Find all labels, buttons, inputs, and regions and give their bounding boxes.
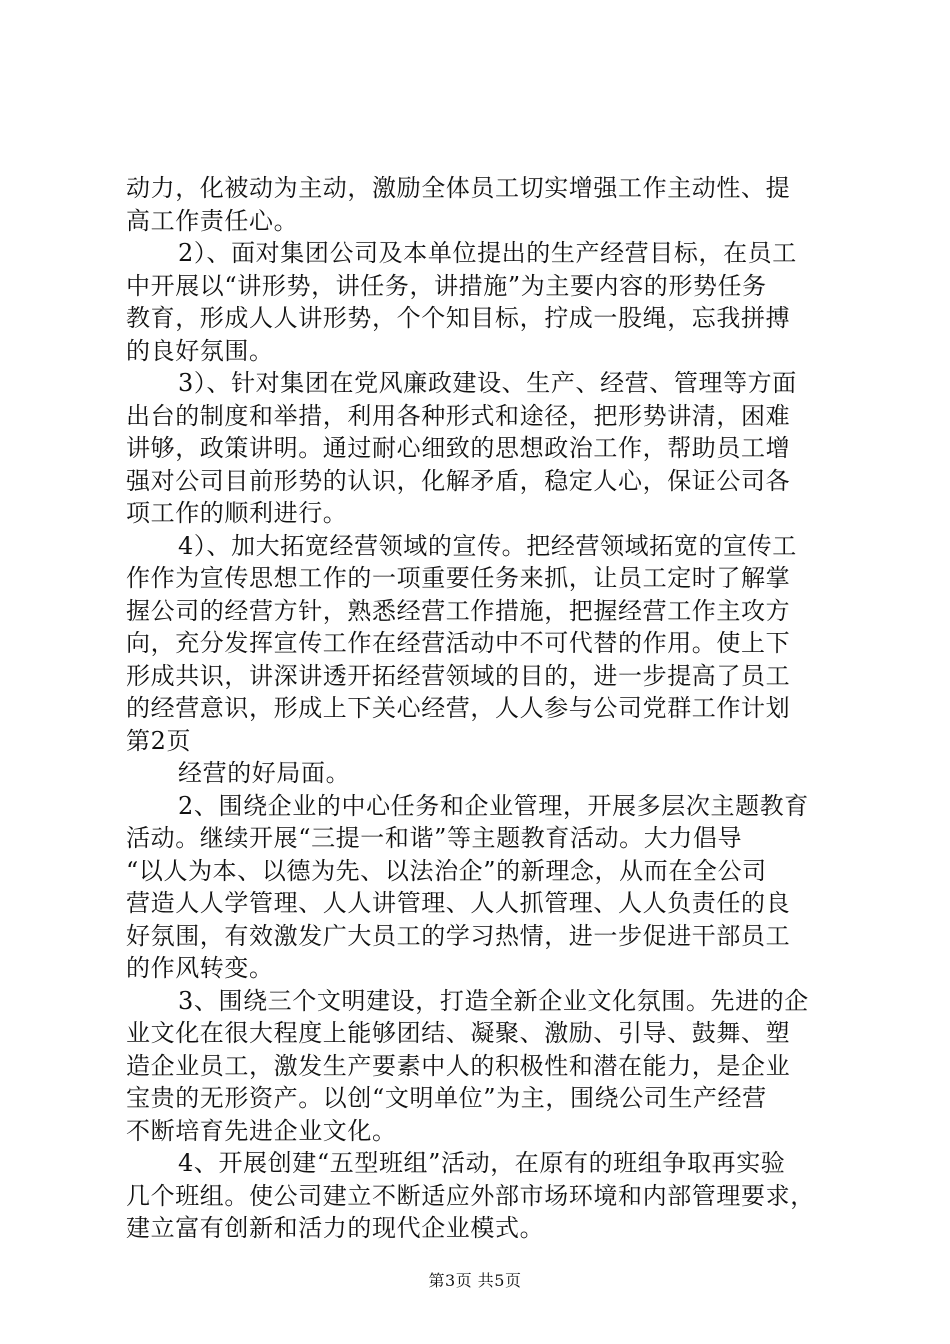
text-line: 项工作的顺利进行。 — [126, 499, 348, 527]
text-line: 3、围绕三个文明建设，打造全新企业文化氛围。先进的企 — [178, 986, 809, 1015]
text-line: 向，充分发挥宣传工作在经营活动中不可代替的作用。使上下 — [126, 629, 791, 657]
text-line: 3）、针对集团在党风廉政建设、生产、经营、管理等方面 — [178, 369, 797, 397]
text-line: 4）、加大拓宽经营领域的宣传。把经营领域拓宽的宣传工 — [178, 531, 797, 560]
text-line: 宝贵的无形资产。以创“文明单位”为主，围绕公司生产经营 — [126, 1084, 767, 1112]
text-line: 高工作责任心。 — [126, 206, 299, 235]
text-line: 中开展以“讲形势，讲任务，讲措施”为主要内容的形势任务 — [126, 271, 767, 300]
text-line: 出台的制度和举措，利用各种形式和途径，把形势讲清，困难 — [126, 401, 791, 430]
text-line: 造企业员工，激发生产要素中人的积极性和潜在能力，是企业 — [126, 1051, 791, 1080]
text-line: 营造人人学管理、人人讲管理、人人抓管理、人人负责任的良 — [126, 889, 791, 917]
text-line: “以人为本、以德为先、以法治企”的新理念，从而在全公司 — [126, 856, 767, 885]
text-line: 不断培育先进企业文化。 — [126, 1116, 397, 1145]
text-line: 几个班组。使公司建立不断适应外部市场环境和内部管理要求， — [126, 1181, 815, 1210]
text-line: 2、围绕企业的中心任务和企业管理，开展多层次主题教育 — [178, 791, 809, 820]
text-line: 业文化在很大程度上能够团结、凝聚、激励、引导、鼓舞、塑 — [126, 1019, 791, 1047]
document-body — [126, 172, 836, 1245]
text-line: 动力，化被动为主动，激励全体员工切实增强工作主动性、提 — [126, 174, 791, 202]
text-line: 握公司的经营方针，熟悉经营工作措施，把握经营工作主攻方 — [126, 596, 791, 625]
text-line: 活动。继续开展“三提一和谐”等主题教育活动。大力倡导 — [126, 824, 743, 852]
page-footer: 第3页 共5页 — [428, 1271, 522, 1290]
text-line: 作作为宣传思想工作的一项重要任务来抓，让员工定时了解掌 — [126, 564, 791, 592]
text-line: 讲够，政策讲明。通过耐心细致的思想政治工作，帮助员工增 — [126, 434, 791, 462]
text-line: 经营的好局面。 — [178, 759, 351, 787]
text-line: 4、开展创建“五型班组”活动，在原有的班组争取再实验 — [178, 1149, 786, 1177]
text-line: 形成共识，讲深讲透开拓经营领域的目的，进一步提高了员工 — [126, 661, 791, 690]
text-line: 的经营意识，形成上下关心经营，人人参与公司党群工作计划 — [126, 694, 791, 722]
text-line: 好氛围，有效激发广大员工的学习热情，进一步促进干部员工 — [126, 921, 791, 950]
text-line: 的良好氛围。 — [126, 336, 274, 365]
text-line: 建立富有创新和活力的现代企业模式。 — [126, 1214, 545, 1242]
text-line: 教育，形成人人讲形势，个个知目标，拧成一股绳，忘我拼搏 — [126, 304, 791, 332]
text-line: 2）、面对集团公司及本单位提出的生产经营目标，在员工 — [178, 239, 797, 267]
text-line: 强对公司目前形势的认识，化解矛盾，稳定人心，保证公司各 — [126, 466, 791, 495]
text-line: 的作风转变。 — [126, 954, 274, 982]
text-line: 第2页 — [126, 726, 192, 755]
